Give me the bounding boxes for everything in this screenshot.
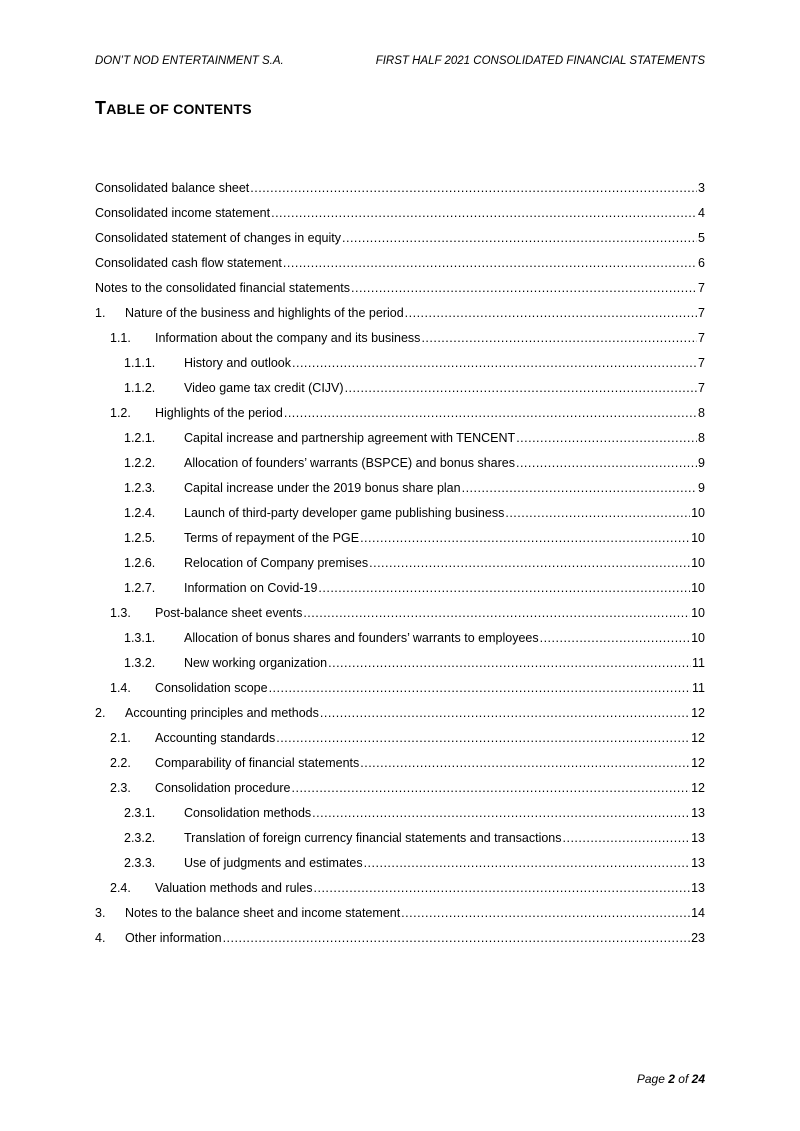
toc-entry-number: 3.: [95, 906, 106, 920]
toc-dot-leader: [276, 730, 690, 746]
toc-entry-page-number: 6: [698, 256, 705, 270]
toc-entry-page-number: 13: [691, 806, 705, 820]
toc-entry[interactable]: [95, 505, 705, 530]
toc-entry-title: Launch of third-party developer game publishing business: [184, 506, 505, 520]
toc-entry-page-number: 12: [691, 781, 705, 795]
toc-dot-leader: [540, 630, 690, 646]
toc-entry-title: Consolidated balance sheet: [95, 181, 250, 195]
toc-entry-number: 2.3.2.: [124, 831, 156, 845]
toc-entry-page-number: 10: [691, 606, 705, 620]
toc-entry[interactable]: [95, 480, 705, 505]
toc-entry-title: Consolidation procedure: [155, 781, 291, 795]
toc-entry-title: New working organization: [184, 656, 328, 670]
toc-entry-page-number: 7: [698, 381, 705, 395]
toc-dot-leader: [516, 455, 697, 471]
toc-entry-number: 1.4.: [110, 681, 131, 695]
toc-entry-title: Nature of the business and highlights of the period: [125, 306, 404, 320]
toc-entry[interactable]: [95, 305, 705, 330]
toc-entry-number: 2.3.1.: [124, 806, 156, 820]
toc-dot-leader: [364, 855, 691, 871]
toc-entry[interactable]: [95, 430, 705, 455]
toc-entry-number: 1.3.2.: [124, 656, 156, 670]
toc-entry-title: Capital increase under the 2019 bonus share plan: [184, 481, 461, 495]
toc-entry-number: 1.: [95, 306, 106, 320]
toc-entry-page-number: 7: [698, 281, 705, 295]
toc-dot-leader: [462, 480, 697, 496]
toc-entry-number: 1.3.1.: [124, 631, 156, 645]
toc-entry[interactable]: [95, 855, 705, 880]
toc-entry[interactable]: [95, 455, 705, 480]
toc-entry[interactable]: [95, 930, 705, 955]
toc-dot-leader: [283, 255, 697, 271]
toc-entry-title: Valuation methods and rules: [155, 881, 313, 895]
title-first-letter: T: [95, 98, 107, 118]
toc-dot-leader: [401, 905, 690, 921]
toc-dot-leader: [342, 230, 697, 246]
toc-dot-leader: [505, 505, 690, 521]
toc-dot-leader: [303, 605, 690, 621]
toc-entry-number: 1.2.2.: [124, 456, 156, 470]
toc-dot-leader: [318, 580, 690, 596]
toc-entry-title: Relocation of Company premises: [184, 556, 369, 570]
toc-entry[interactable]: [95, 755, 705, 780]
toc-entry[interactable]: [95, 530, 705, 555]
toc-entry-page-number: 11: [692, 681, 705, 695]
toc-entry-title: Highlights of the period: [155, 406, 283, 420]
toc-entry[interactable]: [95, 580, 705, 605]
toc-entry-title: Capital increase and partnership agreement with TENCENT: [184, 431, 516, 445]
toc-entry-number: 1.2.: [110, 406, 131, 420]
toc-entry[interactable]: [95, 805, 705, 830]
toc-entry-page-number: 14: [691, 906, 705, 920]
toc-entry[interactable]: [95, 705, 705, 730]
toc-entry-title: Accounting standards: [155, 731, 276, 745]
toc-entry-title: Notes to the balance sheet and income statement: [125, 906, 401, 920]
toc-entry-page-number: 11: [692, 656, 705, 670]
toc-entry-page-number: 8: [698, 431, 705, 445]
header-document-title: FIRST HALF 2021 CONSOLIDATED FINANCIAL STATEMENTS: [375, 55, 705, 67]
toc-entry-number: 2.1.: [110, 731, 131, 745]
toc-dot-leader: [314, 880, 691, 896]
toc-entry[interactable]: [95, 255, 705, 280]
toc-entry-page-number: 7: [698, 331, 705, 345]
toc-entry-number: 2.3.: [110, 781, 131, 795]
toc-entry-page-number: 9: [698, 481, 705, 495]
toc-entry-title: Use of judgments and estimates: [184, 856, 363, 870]
toc-entry-page-number: 13: [691, 856, 705, 870]
toc-entry-page-number: 10: [691, 631, 705, 645]
page-footer: [637, 1072, 705, 1086]
toc-entry-number: 2.2.: [110, 756, 131, 770]
toc-entry-title: Accounting principles and methods: [125, 706, 319, 720]
toc-entry-page-number: 3: [698, 181, 705, 195]
toc-dot-leader: [284, 405, 697, 421]
toc-dot-leader: [250, 180, 697, 196]
toc-dot-leader: [269, 680, 691, 696]
toc-entry-title: Post-balance sheet events: [155, 606, 303, 620]
toc-entry-page-number: 10: [691, 556, 705, 570]
toc-entry[interactable]: [95, 880, 705, 905]
toc-entry-page-number: 7: [698, 306, 705, 320]
toc-entry[interactable]: [95, 830, 705, 855]
toc-entry[interactable]: [95, 180, 705, 205]
toc-entry[interactable]: [95, 780, 705, 805]
toc-entry-title: Notes to the consolidated financial statements: [95, 281, 351, 295]
toc-entry-page-number: 12: [691, 706, 705, 720]
table-of-contents: [95, 180, 705, 955]
toc-entry[interactable]: [95, 330, 705, 355]
toc-entry-number: 1.1.1.: [124, 356, 156, 370]
title-rest: ABLE OF CONTENTS: [106, 101, 252, 117]
toc-entry-title: Terms of repayment of the PGE: [184, 531, 360, 545]
page-title: [95, 98, 252, 119]
toc-entry-title: History and outlook: [184, 356, 292, 370]
toc-entry-number: 1.2.6.: [124, 556, 156, 570]
toc-entry-title: Consolidation scope: [155, 681, 268, 695]
toc-entry-title: Consolidated statement of changes in equity: [95, 231, 341, 245]
toc-entry[interactable]: [95, 905, 705, 930]
toc-dot-leader: [292, 780, 691, 796]
toc-dot-leader: [345, 380, 697, 396]
toc-entry-title: Information about the company and its business: [155, 331, 421, 345]
footer-current-page: 2: [668, 1072, 675, 1086]
toc-entry-number: 1.1.2.: [124, 381, 156, 395]
toc-entry-title: Consolidation methods: [184, 806, 312, 820]
toc-entry-page-number: 13: [691, 831, 705, 845]
toc-entry[interactable]: [95, 205, 705, 230]
toc-dot-leader: [223, 930, 691, 946]
footer-page-label: Page: [636, 1072, 665, 1086]
toc-dot-leader: [516, 430, 697, 446]
toc-entry-number: 1.2.1.: [124, 431, 156, 445]
toc-entry-number: 1.3.: [110, 606, 131, 620]
toc-entry[interactable]: [95, 280, 705, 305]
toc-entry-page-number: 10: [691, 506, 705, 520]
toc-entry-number: 2.: [95, 706, 106, 720]
toc-entry[interactable]: [95, 355, 705, 380]
toc-entry-page-number: 4: [698, 206, 705, 220]
header-company: DON’T NOD ENTERTAINMENT S.A.: [95, 55, 284, 67]
toc-entry-title: Allocation of founders’ warrants (BSPCE) and bonus shares: [184, 456, 515, 470]
toc-entry-number: 1.1.: [110, 331, 131, 345]
toc-entry-number: 1.2.5.: [124, 531, 156, 545]
toc-entry-page-number: 7: [698, 356, 705, 370]
toc-entry[interactable]: [95, 405, 705, 430]
toc-entry-page-number: 23: [691, 931, 705, 945]
page-header: [95, 55, 705, 71]
toc-entry-page-number: 9: [698, 456, 705, 470]
toc-entry-page-number: 5: [698, 231, 705, 245]
toc-dot-leader: [405, 305, 697, 321]
toc-entry[interactable]: [95, 655, 705, 680]
toc-dot-leader: [369, 555, 690, 571]
toc-entry-number: 1.2.3.: [124, 481, 156, 495]
toc-entry-page-number: 13: [691, 881, 705, 895]
toc-entry-title: Comparability of financial statements: [155, 756, 360, 770]
footer-of-label: of: [678, 1072, 689, 1086]
toc-dot-leader: [320, 705, 690, 721]
toc-entry-title: Other information: [125, 931, 222, 945]
toc-entry-number: 4.: [95, 931, 106, 945]
toc-entry[interactable]: [95, 555, 705, 580]
toc-entry-number: 1.2.4.: [124, 506, 156, 520]
toc-entry-title: Translation of foreign currency financial statements and transactions: [184, 831, 562, 845]
toc-entry[interactable]: [95, 730, 705, 755]
toc-entry-title: Information on Covid-19: [184, 581, 318, 595]
toc-dot-leader: [563, 830, 691, 846]
toc-entry-page-number: 10: [691, 531, 705, 545]
toc-entry-title: Consolidated cash flow statement: [95, 256, 282, 270]
toc-entry[interactable]: [95, 230, 705, 255]
toc-entry-page-number: 8: [698, 406, 705, 420]
toc-dot-leader: [351, 280, 697, 296]
toc-dot-leader: [421, 330, 697, 346]
toc-dot-leader: [328, 655, 691, 671]
toc-dot-leader: [271, 205, 697, 221]
toc-entry-title: Consolidated income statement: [95, 206, 271, 220]
toc-entry-number: 2.3.3.: [124, 856, 156, 870]
footer-total-pages: 24: [691, 1072, 705, 1086]
toc-entry-page-number: 12: [691, 756, 705, 770]
toc-dot-leader: [360, 530, 690, 546]
toc-entry-number: 1.2.7.: [124, 581, 156, 595]
toc-entry-title: Allocation of bonus shares and founders’ warrants to employees: [184, 631, 539, 645]
toc-entry-number: 2.4.: [110, 881, 131, 895]
toc-entry-page-number: 10: [691, 581, 705, 595]
toc-entry-title: Video game tax credit (CIJV): [184, 381, 344, 395]
toc-entry[interactable]: [95, 380, 705, 405]
toc-entry[interactable]: [95, 630, 705, 655]
toc-entry-page-number: 12: [691, 731, 705, 745]
toc-dot-leader: [312, 805, 690, 821]
toc-dot-leader: [360, 755, 690, 771]
toc-entry[interactable]: [95, 680, 705, 705]
toc-entry[interactable]: [95, 605, 705, 630]
toc-dot-leader: [292, 355, 697, 371]
